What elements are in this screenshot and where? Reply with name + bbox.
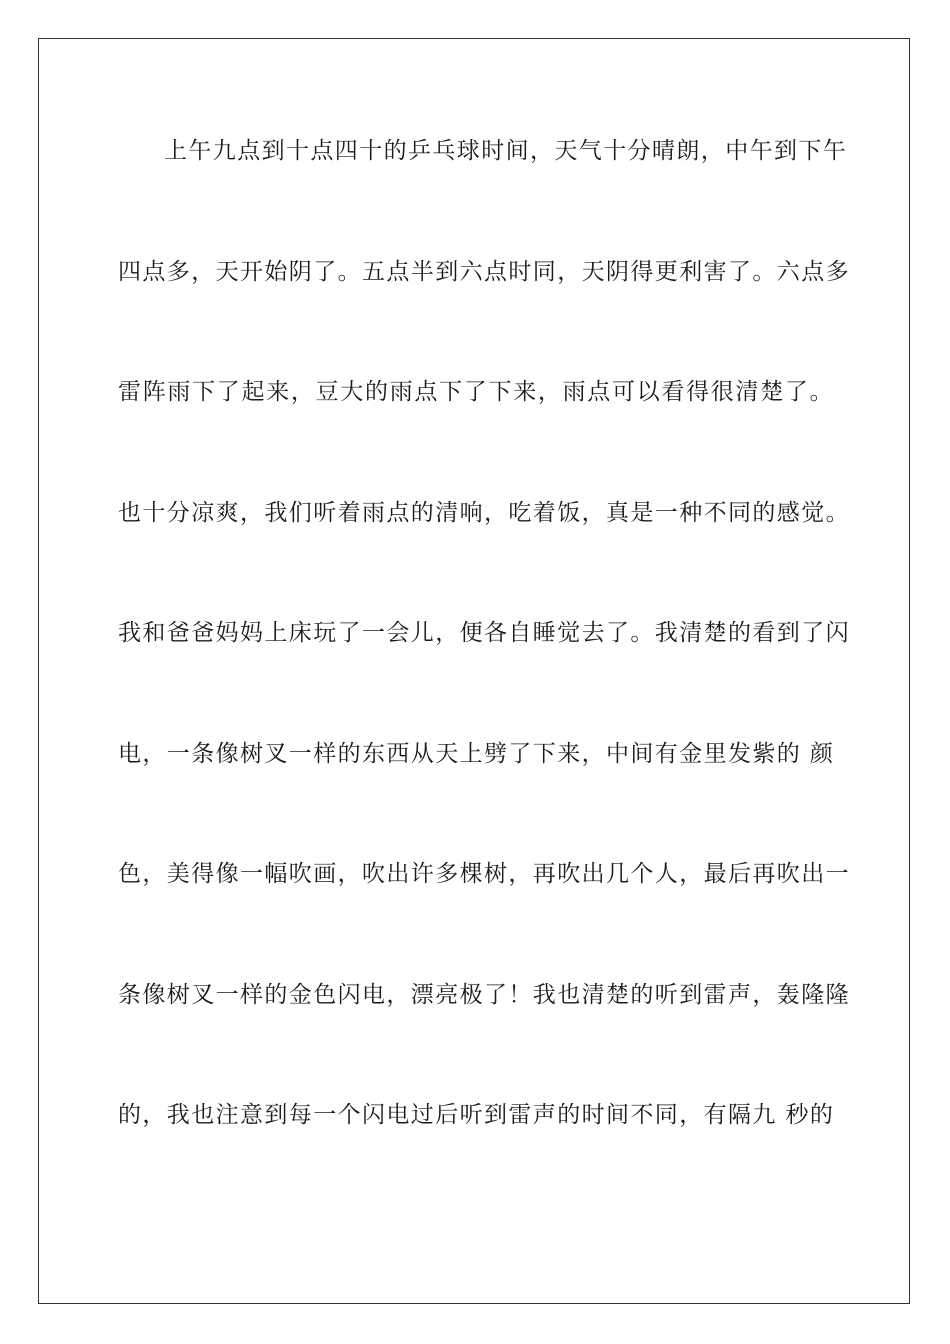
text-line: 电，一条像树叉一样的东西从天上劈了下来，中间有金里发紫的 颜 (118, 740, 835, 767)
text-line: 色，美得像一幅吹画，吹出许多棵树，再吹出几个人，最后再吹出一 (118, 861, 850, 887)
text-line: 条像树叉一样的金色闪电，漂亮极了！我也清楚的听到雷声，轰隆隆 (118, 981, 850, 1008)
text-line: 上午九点到十点四十的乒乓球时间，天气十分晴朗，中午到下午 (164, 138, 848, 164)
text-line: 雷阵雨下了起来，豆大的雨点下了下来，雨点可以看得很清楚了。 (118, 379, 834, 405)
text-line: 我和爸爸妈妈上床玩了一会儿，便各自睡觉去了。我清楚的看到了闪 (118, 620, 850, 646)
document-body (118, 128, 850, 1213)
text-line: 四点多，天开始阴了。五点半到六点时同，天阴得更利害了。六点多 (118, 258, 850, 285)
text-line: 也十分凉爽，我们听着雨点的清响，吃着饭，真是一种不同的感觉。 (118, 499, 850, 526)
text-line: 的，我也注意到每一个闪电过后听到雷声的时间不同，有隔九 秒的 (118, 1102, 835, 1128)
